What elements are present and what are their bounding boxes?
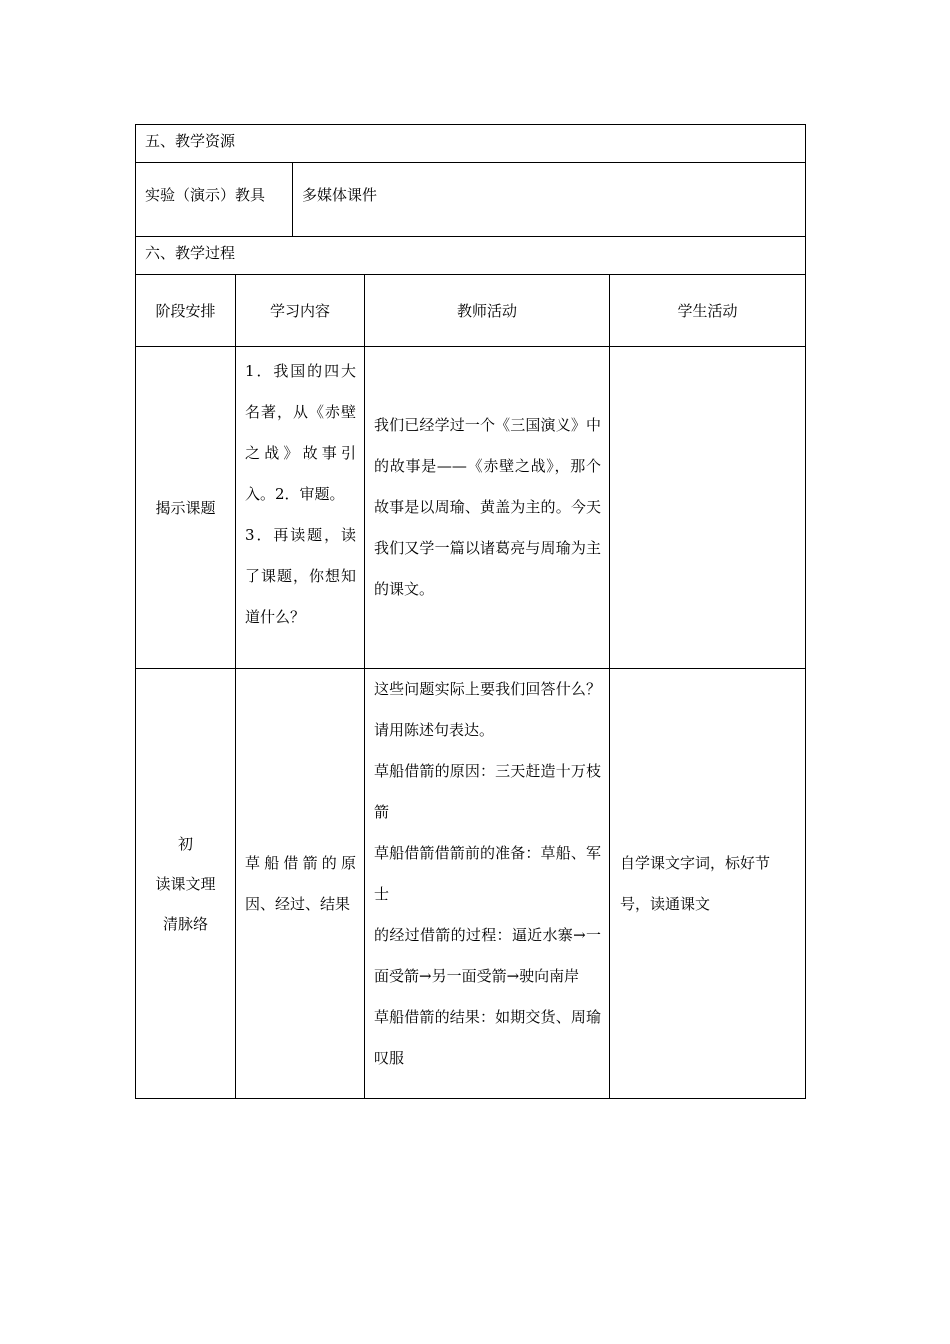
- header-student: 学生活动: [610, 275, 806, 347]
- stage-line: 读课文理: [155, 874, 216, 893]
- stage-cell: 揭示课题: [136, 347, 236, 669]
- teacher-cell: 我们已经学过一个《三国演义》中的故事是——《赤壁之战》，那个故事是以周瑜、黄盖为主的。今天我们又学一篇以诸葛亮与周瑜为主的课文。: [365, 347, 610, 669]
- stage-line: 初: [177, 834, 193, 853]
- resource-value: 多媒体课件: [293, 163, 806, 237]
- header-teacher: 教师活动: [365, 275, 610, 347]
- section5-row: [136, 125, 806, 163]
- section5-title: 五、教学资源: [136, 125, 806, 163]
- resource-row: [136, 163, 806, 237]
- content-cell: [236, 347, 365, 669]
- teacher-line: 的经过借箭的过程：逼近水寨→一面受箭→另一面受箭→驶向南岸: [374, 926, 601, 985]
- teacher-line: 草船借箭借箭前的准备：草船、军士: [374, 844, 601, 903]
- stage-line: 清脉络: [162, 914, 208, 933]
- table-row: [136, 669, 806, 1099]
- stage-cell: [136, 669, 236, 1099]
- header-row: [136, 275, 806, 347]
- section6-row: [136, 237, 806, 275]
- teacher-line: 这些问题实际上要我们回答什么？请用陈述句表达。: [374, 680, 601, 739]
- teacher-line: 草船借箭的原因：三天赶造十万枝箭: [374, 762, 601, 821]
- content-text: 1．我国的四大名著，从《赤壁之战》故事引入。2．审题。 3．再读题，读了课题，你想知道什么？: [245, 362, 356, 626]
- teacher-cell: [365, 669, 610, 1099]
- header-content: 学习内容: [236, 275, 365, 347]
- student-cell: [610, 347, 806, 669]
- resource-label: 实验（演示）教具: [136, 163, 293, 237]
- lesson-plan-table: [135, 124, 806, 1099]
- student-cell: 自学课文字词，标好节号，读通课文: [610, 669, 806, 1099]
- content-cell: 草船借箭的原因、经过、结果: [236, 669, 365, 1099]
- section6-title: 六、教学过程: [136, 237, 806, 275]
- header-stage: 阶段安排: [136, 275, 236, 347]
- table-row: [136, 347, 806, 669]
- teacher-line: 草船借箭的结果：如期交货、周瑜叹服: [374, 1008, 601, 1067]
